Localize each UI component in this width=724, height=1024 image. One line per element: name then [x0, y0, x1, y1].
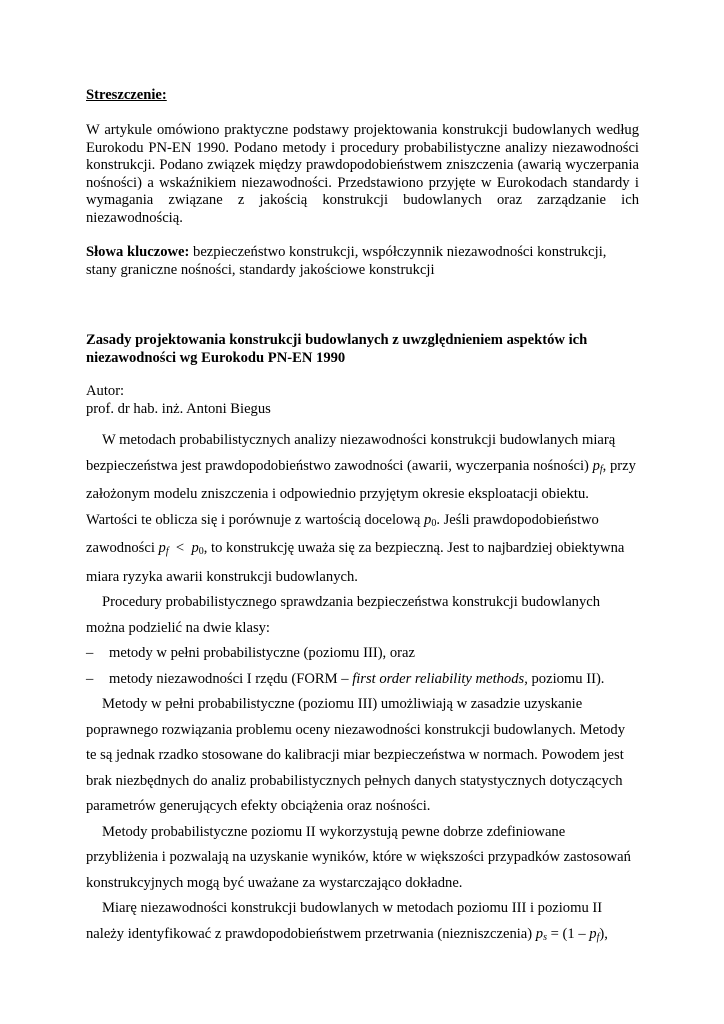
- keywords-label: Słowa kluczowe:: [86, 244, 190, 260]
- body-paragraph-1: W metodach probabilistycznych analizy niezawodności konstrukcji budowlanych miarą bezpieczeństwa jest prawdopodobieństwo zawodności (awarii, wyczerpania nośności) $p_f$, przy założonym modelu zniszczenia i odpowiednio przyjętym okresie eksploatacji obiektu. Wartości te oblicza się i porównuje z wartością docelową $p_0$. Jeśli prawdopodobieństwo zawodności $p_f < p_0$, to konstrukcję uważa się za bezpieczną. Jest to najbardziej obiektywna miara ryzyka awarii konstrukcji budowlanych.: [86, 432, 636, 585]
- list-item: – metody niezawodności I rzędu (FORM – first order reliability methods, poziomu II).: [86, 667, 639, 693]
- author-block: [86, 383, 639, 418]
- body-paragraph-5: Miarę niezawodności konstrukcji budowlanych w metodach poziomu III i poziomu II należy identyfikować z prawdopodobieństwem przetrwania (niezniszczenia) $p_s = (1 - p_f)$,: [86, 900, 608, 943]
- keywords-text: bezpieczeństwo konstrukcji, współczynnik niezawodności konstrukcji, stany graniczne nośności, standardy jakościowe konstrukcji: [86, 244, 607, 278]
- body-paragraph-3: Metody w pełni probabilistyczne (poziomu III) umożliwiają w zasadzie uzyskanie poprawnego rozwiązania problemu oceny niezawodności konstrukcji budowlanych. Metody te są jednak rzadko stosowane do kalibracji miar bezpieczeństwa w normach. Powodem jest brak niezbędnych do analiz probabilistycznych pełnych danych statystycznych dotyczących parametrów generujących efekty obciążenia oraz nośności.: [86, 696, 625, 814]
- method-list: [86, 641, 639, 692]
- author-label: Autor:: [86, 383, 125, 399]
- body-paragraph-4: Metody probabilistyczne poziomu II wykorzystują pewne dobrze zdefiniowane przybliżenia i pozwalają na uzyskanie wyników, które w większości przypadków zastosowań konstrukcyjnych mogą być uważane za wystarczająco dokładne.: [86, 823, 631, 891]
- article-title: Zasady projektowania konstrukcji budowlanych z uwzględnieniem aspektów ich niezawodności wg Eurokodu PN-EN 1990: [86, 332, 588, 366]
- author-name: prof. dr hab. inż. Antoni Biegus: [86, 400, 271, 417]
- abstract-text: W artykule omówiono praktyczne podstawy projektowania konstrukcji budowlanych według Eurokodu PN-EN 1990. Podano metody i procedury probabilistyczne analizy niezawodności konstrukcji. Podano związek między prawdopodobieństwem zniszczenia (awarią wyczerpania nośności) a wskaźnikiem niezawodności. Przedstawiono przyjęte w Eurokodach standardy i wymagania związane z jakością konstrukcji budowlanych oraz zarządzanie ich niezawodnością.: [86, 122, 639, 226]
- article-body: [86, 428, 639, 950]
- abstract-heading: Streszczenie:: [86, 87, 167, 103]
- list-item: – metody w pełni probabilistyczne (poziomu III), oraz: [86, 641, 639, 667]
- body-paragraph-2: Procedury probabilistycznego sprawdzania bezpieczeństwa konstrukcji budowlanych można podzielić na dwie klasy:: [86, 594, 601, 636]
- document-page: [86, 86, 639, 950]
- keywords-paragraph: [86, 244, 639, 279]
